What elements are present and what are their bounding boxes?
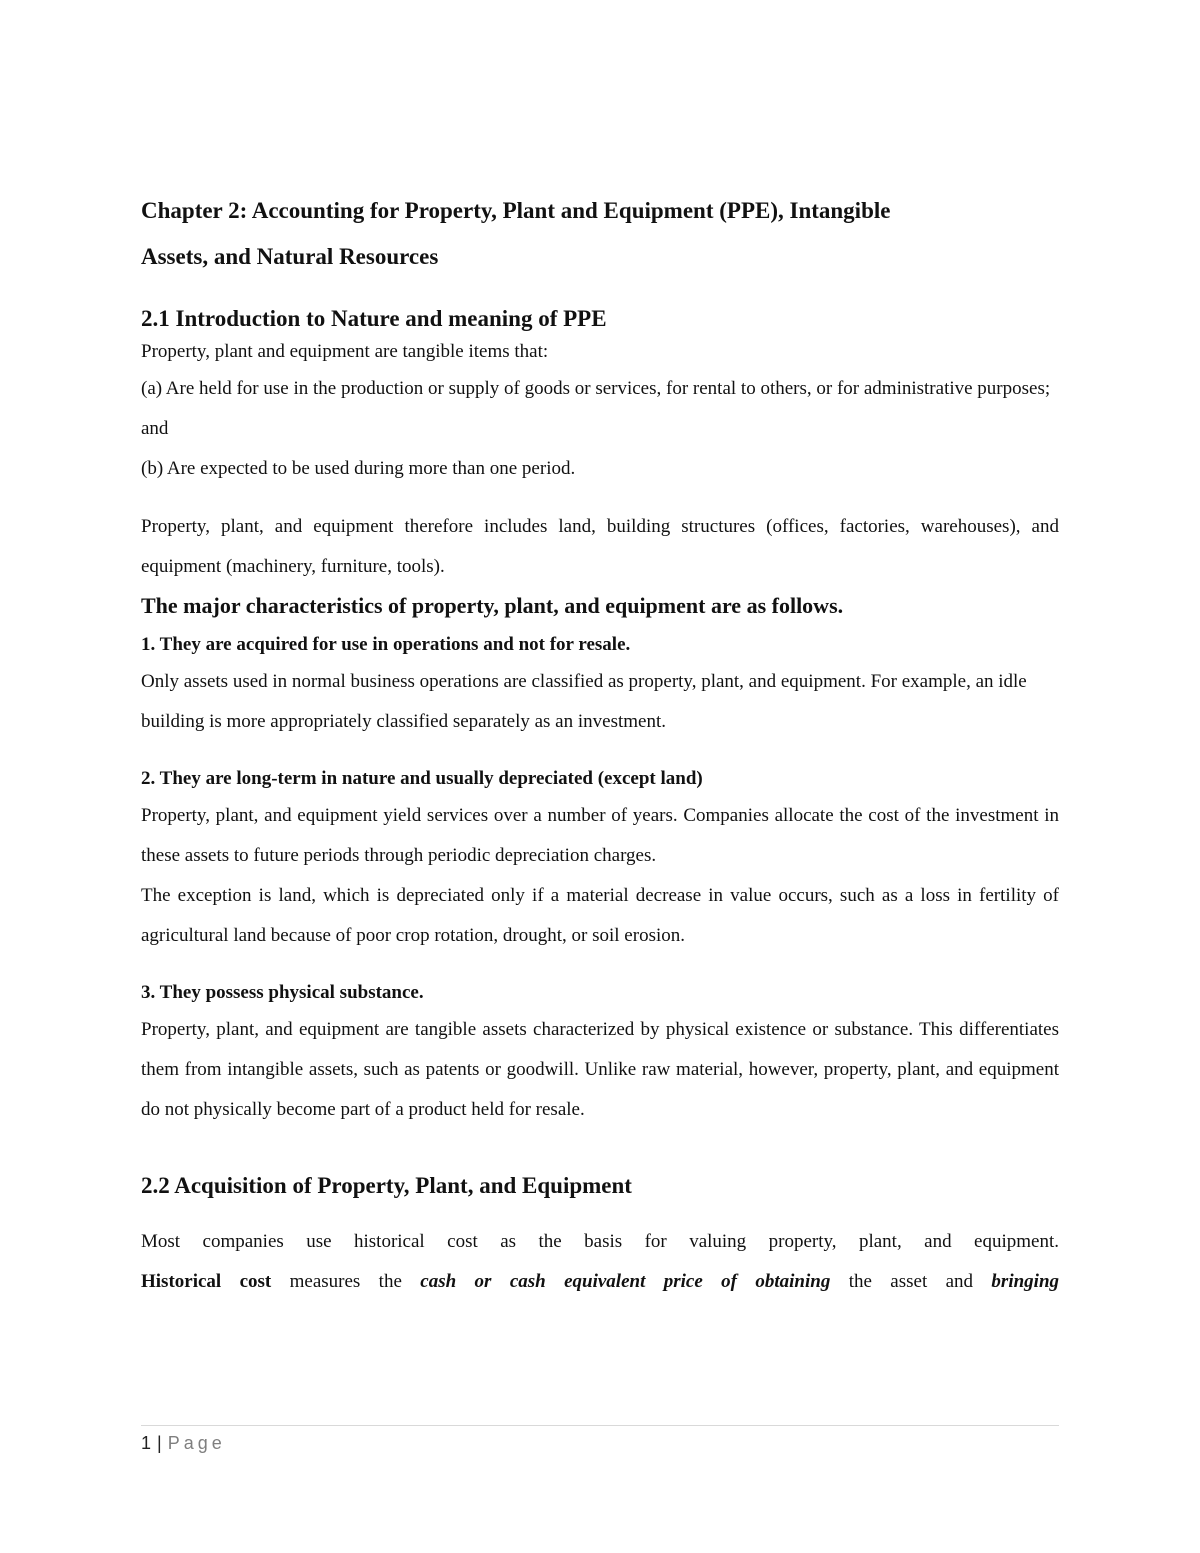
ppe-item-b: (b) Are expected to be used during more than one period. xyxy=(141,458,576,479)
page-label: Page xyxy=(167,1433,226,1453)
section-2-2-text-3: the asset and xyxy=(830,1271,992,1292)
ppe-intro: Property, plant and equipment are tangible items that: xyxy=(141,341,549,362)
cash-price-emphasis: cash or cash equivalent price of obtaining xyxy=(420,1271,831,1292)
chapter-title-line2: Assets, and Natural Resources xyxy=(141,244,439,269)
section-2-1-heading: 2.1 Introduction to Nature and meaning of PPE xyxy=(141,306,607,331)
section-2-2-body xyxy=(141,1222,1059,1302)
characteristic-3-body: Property, plant, and equipment are tangible assets characterized by physical existence or substance. This differentiates them from intangible assets, such as patents or goodwill. Unlike raw material, however, property, plant, and equipment do not physically become part of a product held for resale. xyxy=(141,1019,1059,1120)
footer-divider xyxy=(141,1425,1059,1426)
section-2-2-text-2: measures the xyxy=(271,1271,421,1292)
characteristic-2-heading: 2. They are long-term in nature and usually depreciated (except land) xyxy=(141,768,703,789)
characteristic-2-body-2: The exception is land, which is depreciated only if a material decrease in value occurs, such as a loss in fertility of agricultural land because of poor crop rotation, drought, or soil erosion. xyxy=(141,885,1059,946)
characteristic-1-heading: 1. They are acquired for use in operations and not for resale. xyxy=(141,634,631,655)
characteristic-3-heading: 3. They possess physical substance. xyxy=(141,982,424,1003)
page-footer xyxy=(141,1433,226,1454)
chapter-title-line1: Chapter 2: Accounting for Property, Plant and Equipment (PPE), Intangible xyxy=(141,198,891,223)
section-2-2-text-1: Most companies use historical cost as the basis for valuing property, plant, and equipment. xyxy=(141,1231,1059,1252)
ppe-item-a: (a) Are held for use in the production or supply of goods or services, for rental to others, or for administrative purposes; and xyxy=(141,378,1051,439)
page-number: 1 xyxy=(141,1433,152,1453)
section-2-2-heading: 2.2 Acquisition of Property, Plant, and Equipment xyxy=(141,1173,632,1198)
footer-separator: | xyxy=(151,1433,168,1453)
characteristics-heading: The major characteristics of property, plant, and equipment are as follows. xyxy=(141,593,844,618)
bringing-emphasis: bringing xyxy=(991,1271,1060,1292)
characteristic-2-body-1: Property, plant, and equipment yield services over a number of years. Companies allocate the cost of the investment in these assets to future periods through periodic depreciation charges. xyxy=(141,805,1059,866)
chapter-title xyxy=(141,188,1059,280)
historical-cost-term: Historical cost xyxy=(141,1271,272,1292)
ppe-includes: Property, plant, and equipment therefore includes land, building structures (offices, factories, warehouses), and equipment (machinery, furniture, tools). xyxy=(141,516,1059,577)
characteristic-1-body: Only assets used in normal business operations are classified as property, plant, and equipment. For example, an idle building is more appropriately classified separately as an investment. xyxy=(141,671,1027,732)
page-content xyxy=(141,188,1059,1302)
